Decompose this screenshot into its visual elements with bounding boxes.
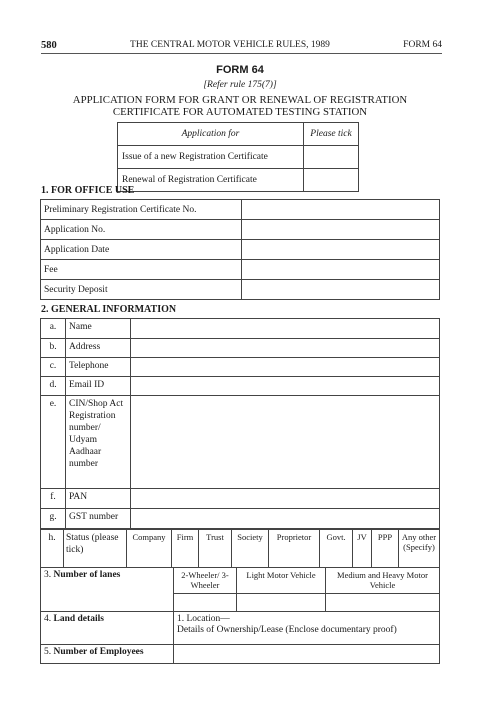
employees-value[interactable] (174, 645, 440, 664)
please-tick-header: Please tick (304, 123, 359, 146)
land-label: Land details (53, 614, 104, 624)
field-value-address[interactable] (131, 339, 440, 358)
office-field-label: Preliminary Registration Certificate No. (41, 200, 242, 220)
status-option-any-other[interactable]: Any other (Specify) (399, 530, 440, 568)
field-label-gst: GST number (66, 509, 131, 529)
running-title: THE CENTRAL MOTOR VEHICLE RULES, 1989 (130, 40, 330, 50)
field-label-status: Status (please tick) (64, 530, 127, 568)
row-letter: h. (41, 530, 64, 568)
field-value-gst[interactable] (131, 509, 440, 529)
status-option-society[interactable]: Society (232, 530, 269, 568)
land-details-cell[interactable] (174, 612, 440, 645)
form-heading (40, 94, 440, 118)
field-value-name[interactable] (131, 319, 440, 339)
field-label-address: Address (66, 339, 131, 358)
status-option-proprietor[interactable]: Proprietor (269, 530, 320, 568)
lanes-header-lmv: Light Motor Vehicle (237, 568, 326, 594)
office-field-value[interactable] (242, 200, 440, 220)
row-letter: e. (41, 396, 66, 489)
section-office-use-title: 1. FOR OFFICE USE (41, 185, 135, 196)
section-general-info-title: 2. GENERAL INFORMATION (41, 304, 177, 315)
field-value-telephone[interactable] (131, 358, 440, 377)
lanes-label-cell (41, 568, 174, 612)
form-tag: FORM 64 (403, 40, 442, 50)
office-field-value[interactable] (242, 240, 440, 260)
lanes-number: 3. (44, 570, 54, 580)
employees-label: Number of Employees (53, 647, 144, 657)
lanes-header-mhmv: Medium and Heavy Motor Vehicle (326, 568, 440, 594)
page-number: 580 (41, 39, 57, 51)
land-ownership-line: Details of Ownership/Lease (Enclose documentary proof) (177, 625, 397, 635)
field-label-name: Name (66, 319, 131, 339)
row-letter: g. (41, 509, 66, 529)
lanes-value-lmv[interactable] (237, 594, 326, 612)
row-letter: d. (41, 377, 66, 396)
land-location-line: 1. Location— (177, 614, 230, 624)
office-field-label: Security Deposit (41, 280, 242, 300)
office-field-value[interactable] (242, 280, 440, 300)
field-value-email[interactable] (131, 377, 440, 396)
office-field-label: Fee (41, 260, 242, 280)
employees-number: 5. (44, 647, 54, 657)
status-option-jv[interactable]: JV (353, 530, 372, 568)
office-field-value[interactable] (242, 260, 440, 280)
office-use-table (40, 199, 440, 300)
form-heading-line-2: CERTIFICATE FOR AUTOMATED TESTING STATION (112, 106, 368, 118)
status-table (40, 529, 440, 568)
row-letter: c. (41, 358, 66, 377)
tick-box-new[interactable] (304, 146, 359, 169)
header-divider (41, 53, 442, 54)
office-field-value[interactable] (242, 220, 440, 240)
office-field-label: Application Date (41, 240, 242, 260)
field-label-pan: PAN (66, 489, 131, 509)
rule-reference: [Refer rule 175(7)] (203, 80, 277, 90)
status-option-trust[interactable]: Trust (199, 530, 232, 568)
status-option-ppp[interactable]: PPP (372, 530, 399, 568)
application-type-table (117, 122, 359, 192)
field-value-cin[interactable] (131, 396, 440, 489)
lanes-value-mhmv[interactable] (326, 594, 440, 612)
tick-box-renewal[interactable] (304, 169, 359, 192)
lanes-label: Number of lanes (53, 570, 121, 580)
field-label-cin: CIN/Shop Act Registration number/ Udyam Aadhaar number (66, 396, 131, 489)
form-title: FORM 64 (216, 64, 264, 76)
status-option-govt[interactable]: Govt. (320, 530, 353, 568)
row-letter: f. (41, 489, 66, 509)
row-letter: a. (41, 319, 66, 339)
application-for-header: Application for (118, 123, 304, 146)
employees-label-cell (41, 645, 174, 664)
general-info-table (40, 318, 440, 529)
field-label-email: Email ID (66, 377, 131, 396)
land-label-cell (41, 612, 174, 645)
field-value-pan[interactable] (131, 489, 440, 509)
form-heading-line-1: APPLICATION FORM FOR GRANT OR RENEWAL OF REGISTRATION (72, 94, 408, 106)
status-option-firm[interactable]: Firm (172, 530, 199, 568)
land-number: 4. (44, 614, 54, 624)
application-option-new: Issue of a new Registration Certificate (118, 146, 304, 169)
details-table (40, 567, 440, 664)
lanes-header-2w-3w: 2-Wheeler/ 3-Wheeler (174, 568, 237, 594)
application-option-renewal: Renewal of Registration Certificate (118, 169, 304, 192)
lanes-value-2w-3w[interactable] (174, 594, 237, 612)
running-header (41, 38, 442, 52)
row-letter: b. (41, 339, 66, 358)
status-option-company[interactable]: Company (127, 530, 172, 568)
field-label-telephone: Telephone (66, 358, 131, 377)
office-field-label: Application No. (41, 220, 242, 240)
